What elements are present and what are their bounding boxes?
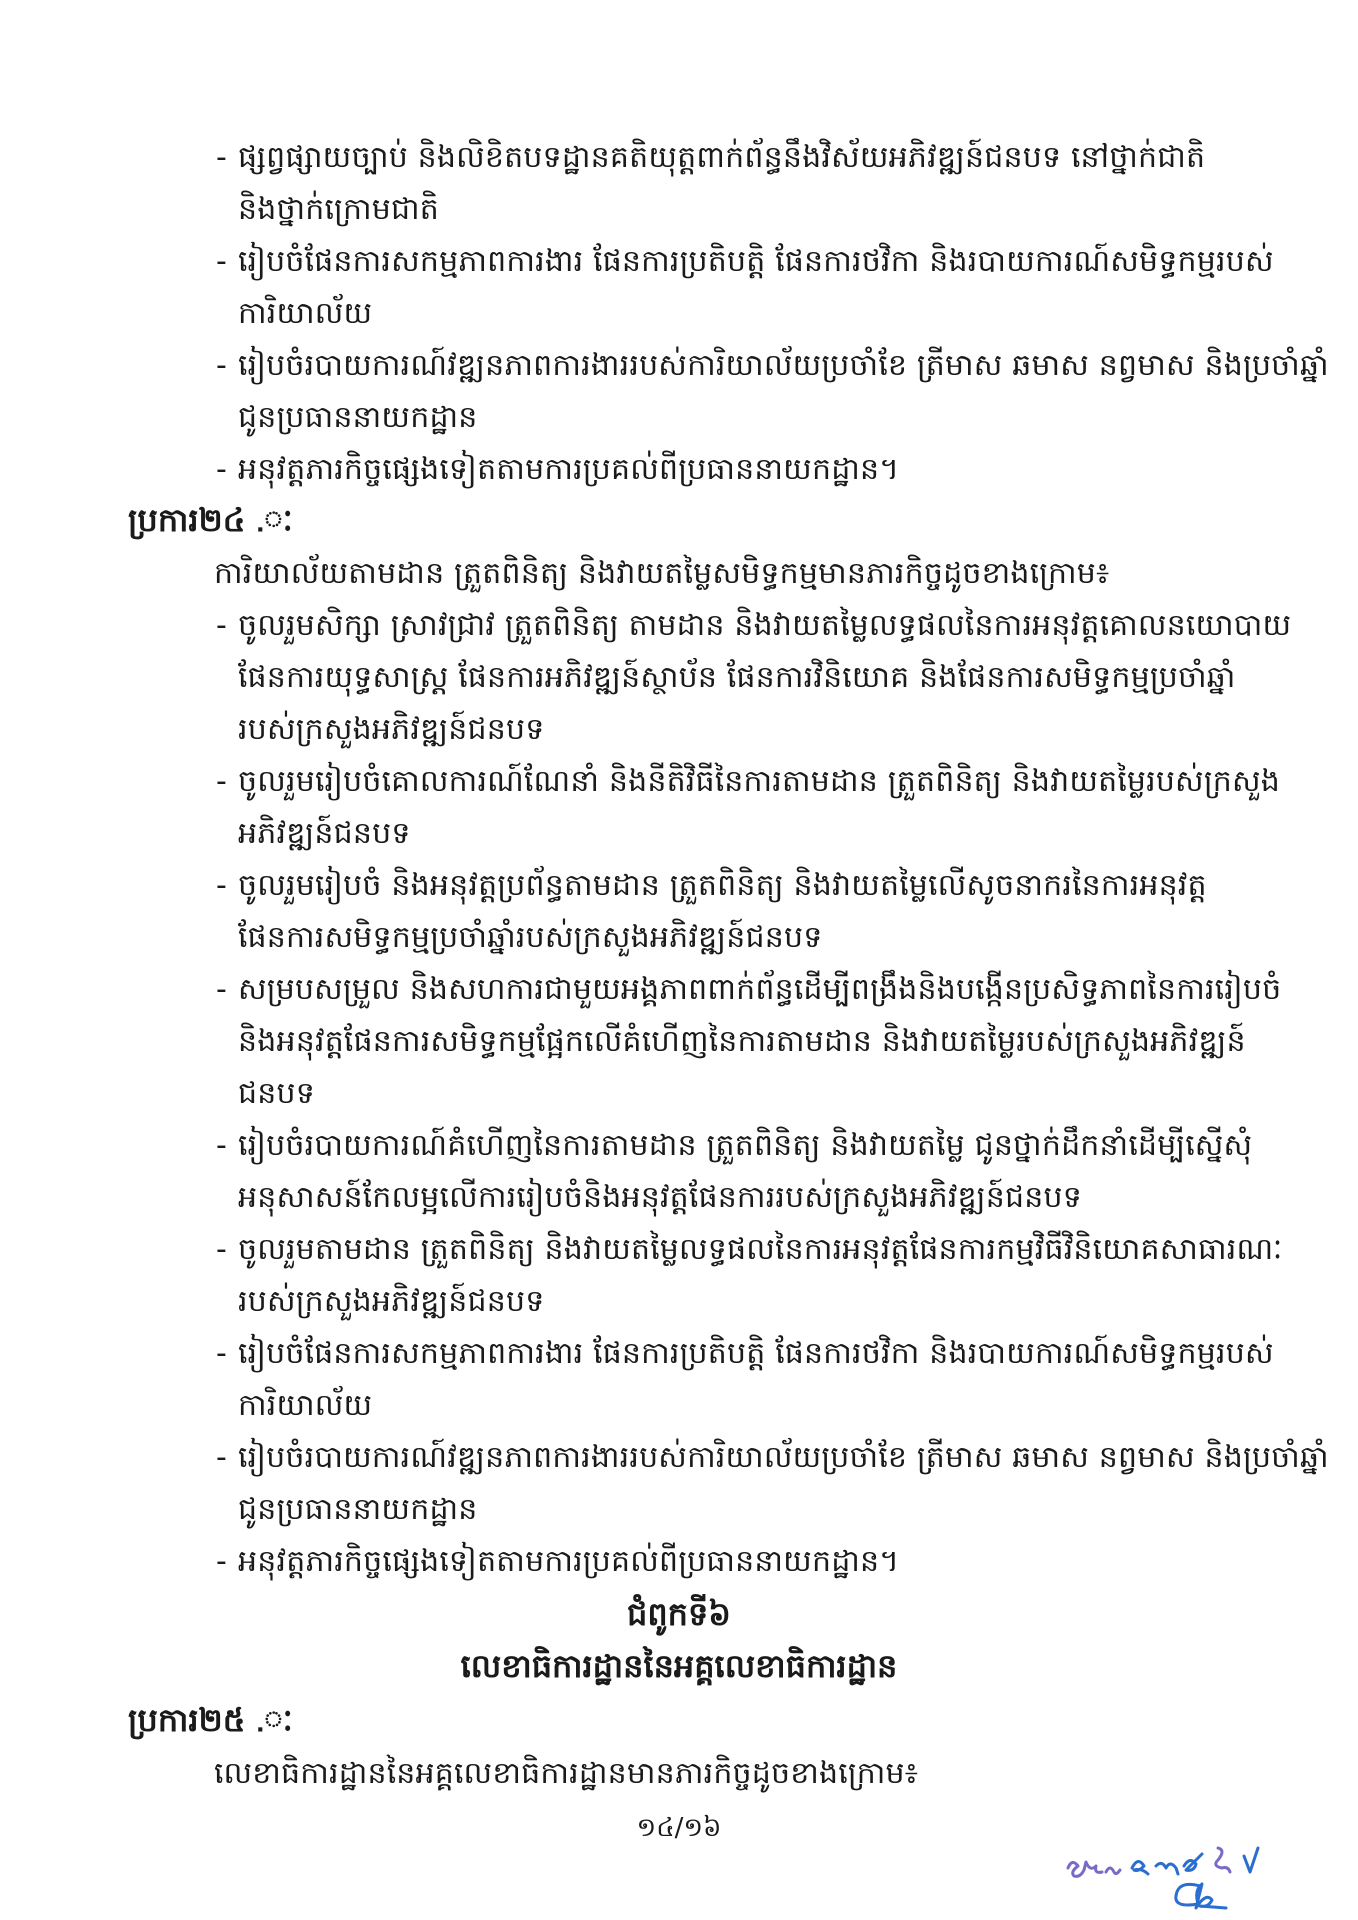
article-25-heading: ប្រការ២៥ .ៈ (128, 1701, 293, 1739)
list-item-line: អភិវឌ្ឍន៍ជនបទ (238, 816, 411, 851)
bullet-dash: - (216, 452, 227, 487)
chapter-number: ជំពូកទី៦ (627, 1595, 731, 1633)
list-item-line: រៀបចំរបាយការណ៍គំហើញនៃការតាមដាន ត្រួតពិនិត្យ និងវាយតម្លៃ ជូនថ្នាក់ដឹកនាំដើម្បីស្នើសុំ (238, 1128, 1253, 1163)
list-item-line: ចូលរួមសិក្សា ស្រាវជ្រាវ ត្រួតពិនិត្យ តាមដាន និងវាយតម្លៃលទ្ធផលនៃការអនុវត្តគោលនយោបាយ (238, 608, 1292, 643)
list-item-line: សម្របសម្រួល និងសហការជាមួយអង្គភាពពាក់ព័ន្ធដើម្បីពង្រឹងនិងបង្កើនប្រសិទ្ធភាពនៃការរៀបចំ (238, 972, 1282, 1007)
bullet-dash: - (216, 348, 227, 383)
list-item-line: អនុសាសន៍កែលម្អលើការរៀបចំនិងអនុវត្តផែនការរបស់ក្រសួងអភិវឌ្ឍន៍ជនបទ (238, 1180, 1082, 1215)
article-24-heading: ប្រការ២៤ .ៈ (128, 501, 293, 539)
list-item-line: ចូលរួមរៀបចំ និងអនុវត្តប្រព័ន្ធតាមដាន ត្រួតពិនិត្យ និងវាយតម្លៃលើសូចនាករនៃការអនុវត្ត (238, 868, 1207, 903)
list-item-line: របស់ក្រសួងអភិវឌ្ឍន៍ជនបទ (238, 712, 545, 747)
bullet-dash: - (216, 868, 227, 903)
list-item-line: និងអនុវត្តផែនការសមិទ្ធកម្មផ្អែកលើគំហើញនៃការតាមដាន និងវាយតម្លៃរបស់ក្រសួងអភិវឌ្ឍន៍ (238, 1024, 1246, 1059)
list-item-line: ផែនការសមិទ្ធកម្មប្រចាំឆ្នាំរបស់ក្រសួងអភិវឌ្ឍន៍ជនបទ (238, 920, 823, 955)
bullet-dash: - (216, 764, 227, 799)
bullet-dash: - (216, 972, 227, 1007)
bullet-dash: - (216, 140, 227, 175)
bullet-dash: - (216, 1544, 227, 1579)
list-item-line: រៀបចំរបាយការណ៍វឌ្ឍនភាពការងាររបស់ការិយាល័យប្រចាំខែ ត្រីមាស ឆមាស នព្វមាស និងប្រចាំឆ្នាំ (238, 348, 1329, 383)
bullet-dash: - (216, 608, 227, 643)
bullet-dash: - (216, 1128, 227, 1163)
bullet-dash: - (216, 1232, 227, 1267)
bullet-dash: - (216, 1336, 227, 1371)
list-item-line: ជនបទ (238, 1076, 315, 1111)
article-25-intro: លេខាធិការដ្ឋាននៃអគ្គលេខាធិការដ្ឋានមានភារកិច្ចដូចខាងក្រោម៖ (214, 1756, 919, 1791)
list-item-line: ចូលរួមតាមដាន ត្រួតពិនិត្យ និងវាយតម្លៃលទ្ធផលនៃការអនុវត្តផែនការកម្មវិធីវិនិយោគសាធារណៈ (238, 1232, 1283, 1267)
list-item-line: រៀបចំរបាយការណ៍វឌ្ឍនភាពការងាររបស់ការិយាល័យប្រចាំខែ ត្រីមាស ឆមាស នព្វមាស និងប្រចាំឆ្នាំ (238, 1440, 1329, 1475)
list-item-line: អនុវត្តភារកិច្ចផ្សេងទៀតតាមការប្រគល់ពីប្រធាននាយកដ្ឋាន។ (238, 452, 900, 487)
bullet-dash: - (216, 244, 227, 279)
list-item-line: របស់ក្រសួងអភិវឌ្ឍន៍ជនបទ (238, 1284, 545, 1319)
article-24-intro: ការិយាល័យតាមដាន ត្រួតពិនិត្យ និងវាយតម្លៃសមិទ្ធកម្មមានភារកិច្ចដូចខាងក្រោម៖ (214, 556, 1110, 591)
list-item-line: រៀបចំផែនការសកម្មភាពការងារ ផែនការប្រតិបត្តិ ផែនការថវិកា និងរបាយការណ៍សមិទ្ធកម្មរបស់ (238, 244, 1274, 279)
list-item-line: ការិយាល័យ (238, 1388, 373, 1423)
list-item-line: ជូនប្រធាននាយកដ្ឋាន (238, 1492, 478, 1527)
list-item-line: អនុវត្តភារកិច្ចផ្សេងទៀតតាមការប្រគល់ពីប្រធាននាយកដ្ឋាន។ (238, 1544, 900, 1579)
list-item-line: ផ្សព្វផ្សាយច្បាប់ និងលិខិតបទដ្ឋានគតិយុត្តពាក់ព័ន្ធនឹងវិស័យអភិវឌ្ឍន៍ជនបទ នៅថ្នាក់ជាតិ (238, 140, 1206, 175)
handwritten-signature-icon (1060, 1838, 1320, 1918)
list-item-line: ការិយាល័យ (238, 296, 373, 331)
list-item-line: ចូលរួមរៀបចំគោលការណ៍ណែនាំ និងនីតិវិធីនៃការតាមដាន ត្រួតពិនិត្យ និងវាយតម្លៃរបស់ក្រសួង (238, 764, 1281, 799)
list-item-line: រៀបចំផែនការសកម្មភាពការងារ ផែនការប្រតិបត្តិ ផែនការថវិកា និងរបាយការណ៍សមិទ្ធកម្មរបស់ (238, 1336, 1274, 1371)
page-number: ១៤/១៦ (636, 1813, 722, 1843)
bullet-dash: - (216, 1440, 227, 1475)
list-item-line: និងថ្នាក់ក្រោមជាតិ (238, 192, 439, 227)
list-item-line: ជូនប្រធាននាយកដ្ឋាន (238, 400, 478, 435)
chapter-title: លេខាធិការដ្ឋាននៃអគ្គលេខាធិការដ្ឋាន (460, 1647, 898, 1685)
list-item-line: ផែនការយុទ្ធសាស្ត្រ ផែនការអភិវឌ្ឍន៍ស្ថាប័ន ផែនការវិនិយោគ និងផែនការសមិទ្ធកម្មប្រចាំឆ្នាំ (238, 660, 1236, 695)
